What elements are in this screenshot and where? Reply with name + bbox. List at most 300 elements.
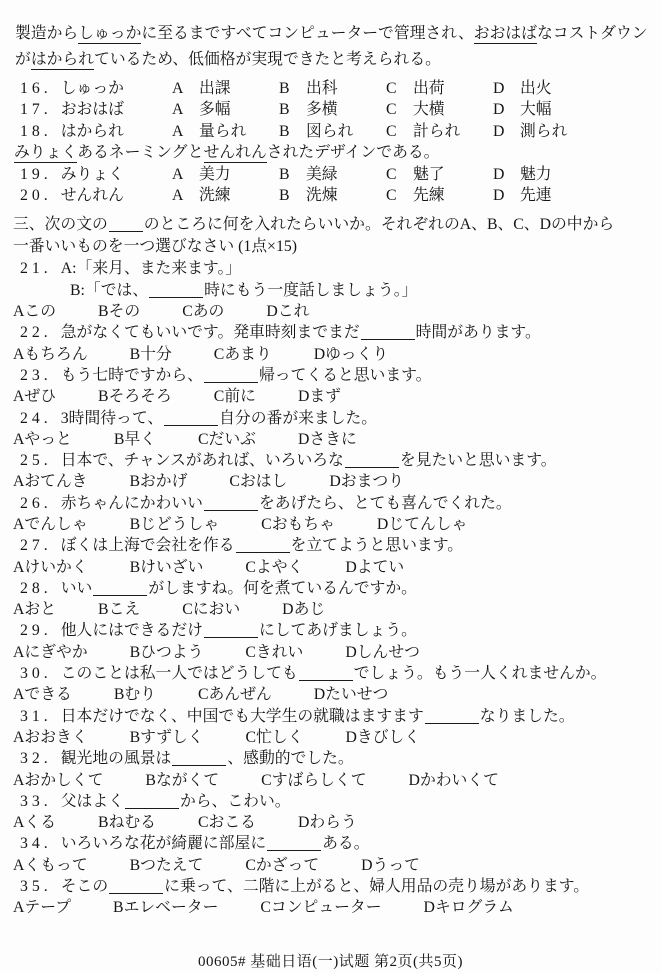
option-text: だいぶ xyxy=(208,430,256,448)
option-label: D xyxy=(493,101,505,119)
option-label: D xyxy=(423,899,435,917)
option-c xyxy=(214,344,272,365)
option-text: くる xyxy=(24,814,57,832)
option-text: こえ xyxy=(108,601,141,619)
option-text: でんしゃ xyxy=(24,516,88,533)
option-text: 多幅 xyxy=(199,101,231,119)
option-text: おてんき xyxy=(24,473,88,491)
option-text: よてい xyxy=(356,558,405,576)
kanji-question-row xyxy=(0,121,661,142)
question-number: 21. xyxy=(20,260,52,278)
passage-line xyxy=(0,47,661,73)
option-label: A xyxy=(172,165,184,183)
heading-line-1 xyxy=(0,214,661,236)
option-c xyxy=(245,855,319,876)
option-label: A xyxy=(13,856,25,874)
option-label: A xyxy=(172,101,184,119)
option-text: にぎやか xyxy=(24,643,88,661)
option-label: A xyxy=(13,558,25,576)
fill-blank xyxy=(172,751,226,766)
option-b xyxy=(129,471,187,492)
option-a xyxy=(13,684,72,705)
option-a xyxy=(13,429,72,450)
heading-text: 一番いいものを一つ選びなさい (1点×15) xyxy=(13,238,298,256)
question-stem xyxy=(0,663,661,684)
option-text: 十分 xyxy=(140,345,172,363)
option-label: B xyxy=(129,643,141,661)
option-d xyxy=(314,684,389,705)
stem-text: 時間があります。 xyxy=(415,324,541,342)
option-text: ひつよう xyxy=(140,643,204,661)
option-d xyxy=(266,301,309,322)
option-b xyxy=(113,897,218,918)
option-label: C xyxy=(245,643,256,661)
option-text: 前に xyxy=(224,388,256,406)
fill-blank xyxy=(236,538,290,553)
option-label: D xyxy=(282,601,294,619)
option-text: 図られ xyxy=(306,122,354,140)
fill-blank xyxy=(93,581,147,596)
question-options xyxy=(0,770,661,791)
option-text: 魅力 xyxy=(520,165,552,183)
option-text: ぜひ xyxy=(24,388,57,406)
option-label: C xyxy=(197,686,209,704)
stem-text: に乗って、二階に上がると、婦人用品の売り場があります。 xyxy=(164,878,590,896)
kanji-question-row xyxy=(0,185,661,206)
fill-blank xyxy=(109,879,163,894)
option-text: うって xyxy=(372,856,420,874)
question-options xyxy=(0,855,661,876)
option-label: B xyxy=(129,728,141,746)
option-text: あんぜん xyxy=(208,686,272,704)
stem-text: ぼくは上海で会社を作る xyxy=(60,537,235,555)
kanji-question-row xyxy=(0,164,661,185)
option-text: 早く xyxy=(124,430,156,448)
option-label: C xyxy=(197,814,209,832)
reading-word: おおはば xyxy=(60,101,124,119)
option-label: B xyxy=(113,430,125,448)
question-word xyxy=(20,164,172,185)
option-text: これ xyxy=(277,303,310,321)
option-text: すずしく xyxy=(140,728,204,746)
option-label: D xyxy=(329,473,341,491)
option-label: C xyxy=(386,122,397,140)
option-label: B xyxy=(98,303,109,321)
stem-text: でしょう。もう一人くれませんか。 xyxy=(353,665,607,683)
option-label: B xyxy=(129,856,141,874)
option-text: おおきく xyxy=(24,728,88,746)
option-label: B xyxy=(98,814,109,832)
option-c xyxy=(386,99,493,120)
option-a xyxy=(13,897,71,918)
option-text: きれい xyxy=(255,643,304,661)
option-text: あまり xyxy=(224,345,272,363)
question-stem xyxy=(0,408,661,429)
option-label: C xyxy=(229,473,240,491)
option-text: この xyxy=(24,303,57,321)
option-d xyxy=(424,897,514,918)
question-options xyxy=(0,727,661,748)
option-a xyxy=(13,471,87,492)
question-number: 31. xyxy=(20,707,52,725)
question-options xyxy=(0,557,661,578)
option-label: C xyxy=(213,345,225,363)
option-d xyxy=(361,855,420,876)
option-a xyxy=(172,99,279,120)
question-options xyxy=(0,429,661,450)
option-d xyxy=(329,471,404,492)
question-number: 25. xyxy=(20,452,52,470)
question-number: 18. xyxy=(20,122,52,140)
question-stem xyxy=(0,535,661,556)
option-d xyxy=(493,121,661,142)
option-text: かざって xyxy=(255,856,320,874)
option-text: もちろん xyxy=(24,345,88,363)
fill-blank xyxy=(267,836,321,851)
option-label: B xyxy=(129,345,141,363)
option-label: A xyxy=(172,122,184,140)
option-a xyxy=(13,770,103,791)
option-label: A xyxy=(13,728,25,746)
question-number: 29. xyxy=(20,622,52,640)
reading-word: みりょく xyxy=(60,165,124,183)
option-label: A xyxy=(13,771,25,789)
option-label: B xyxy=(145,771,156,789)
question-number: 23. xyxy=(20,366,52,384)
passage-text: されたデザインである。 xyxy=(266,144,440,162)
question-number: 28. xyxy=(20,579,52,597)
option-a xyxy=(172,78,279,99)
option-text: きびしく xyxy=(356,728,421,746)
question-number: 20. xyxy=(20,187,52,205)
option-label: D xyxy=(493,187,505,205)
option-b xyxy=(98,812,156,833)
stem-text: そこの xyxy=(60,878,109,896)
option-a xyxy=(172,121,279,142)
question-number: 16. xyxy=(20,80,52,97)
question-number: 34. xyxy=(20,835,52,853)
option-label: B xyxy=(129,558,141,576)
stem-text: を立てようと思います。 xyxy=(290,537,464,555)
option-label: B xyxy=(113,686,125,704)
question-word xyxy=(20,99,172,120)
kanji-question-block xyxy=(0,78,661,206)
option-label: C xyxy=(386,101,397,119)
option-a xyxy=(172,185,279,206)
heading-text: 三、次の文の xyxy=(13,216,108,234)
option-a xyxy=(13,599,56,620)
option-c xyxy=(245,642,303,663)
kanji-question-row xyxy=(0,99,661,120)
option-label: C xyxy=(182,303,193,321)
underlined-word: おおはば xyxy=(473,25,537,42)
passage-text: ているため、低価格が実現できたと考えられる。 xyxy=(94,51,441,68)
option-text: わらう xyxy=(309,814,357,832)
question-number: 22. xyxy=(20,324,52,342)
option-d xyxy=(345,557,404,578)
reading-word: はかられ xyxy=(60,122,124,140)
option-text: けいざい xyxy=(140,558,204,576)
option-label: B xyxy=(279,101,290,119)
option-c xyxy=(261,770,366,791)
option-c xyxy=(386,121,493,142)
option-text: コンピューター xyxy=(270,899,382,917)
option-c xyxy=(198,684,272,705)
option-label: D xyxy=(313,345,326,363)
fill-blank xyxy=(149,283,203,298)
option-text: 出火 xyxy=(520,80,552,97)
option-text: ゆっくり xyxy=(325,345,389,363)
option-b xyxy=(130,514,220,535)
option-b xyxy=(130,642,204,663)
fill-blank xyxy=(109,217,143,232)
stem-text: から、こわい。 xyxy=(179,792,291,810)
option-text: 大横 xyxy=(413,101,445,119)
stem-text: 急がなくてもいいです。発車時刻までまだ xyxy=(60,324,360,342)
option-a xyxy=(13,386,56,407)
question-options xyxy=(0,599,661,620)
option-text: やっと xyxy=(24,430,72,448)
stem-text: もう七時ですから、 xyxy=(60,366,203,384)
question-number: 17. xyxy=(20,101,52,119)
passage-text: あるネーミングと xyxy=(77,144,204,162)
question-number: 33. xyxy=(20,792,52,810)
option-c xyxy=(261,514,335,535)
stem-text: 自分の番が来ました。 xyxy=(219,409,378,427)
fill-blank xyxy=(204,623,258,638)
option-label: A xyxy=(13,345,25,363)
stem-text: 、感動的でした。 xyxy=(227,750,354,768)
question-number: 26. xyxy=(20,494,52,512)
option-d xyxy=(282,599,325,620)
option-d xyxy=(377,514,467,535)
option-d xyxy=(493,185,661,206)
option-text: おはし xyxy=(239,473,288,491)
option-text: おと xyxy=(24,601,57,619)
question-stem xyxy=(0,876,661,897)
stem-text: 父はよく xyxy=(60,792,124,810)
section-three-heading xyxy=(0,214,661,258)
stem-text: 他人にはできるだけ xyxy=(60,622,203,640)
option-text: おかしくて xyxy=(24,771,104,789)
option-b xyxy=(279,78,386,99)
option-text: しんせつ xyxy=(356,643,420,661)
option-text: 測られ xyxy=(520,122,568,140)
option-text: 多横 xyxy=(306,101,338,119)
option-b xyxy=(279,99,386,120)
option-label: A xyxy=(13,814,25,832)
option-c xyxy=(198,429,256,450)
option-a xyxy=(13,514,88,535)
option-text: 洗煉 xyxy=(306,187,338,205)
option-b xyxy=(279,121,386,142)
option-label: A xyxy=(13,899,25,917)
option-a xyxy=(13,642,88,663)
option-text: あじ xyxy=(293,601,326,619)
passage-text: なコストダウン xyxy=(536,25,648,42)
option-text: 計られ xyxy=(413,122,461,140)
question-word xyxy=(20,185,172,206)
stem-text: にしてあげましょう。 xyxy=(258,622,417,640)
option-label: C xyxy=(245,856,256,874)
option-label: C xyxy=(182,601,193,619)
stem-text: 3時間待って、 xyxy=(60,409,164,427)
option-label: B xyxy=(98,601,109,619)
option-text: 美力 xyxy=(199,165,231,183)
option-label: D xyxy=(493,165,505,183)
option-label: C xyxy=(261,771,272,789)
option-d xyxy=(493,78,661,99)
question-number: 35. xyxy=(20,878,52,896)
stem-text: 観光地の風景は xyxy=(60,750,172,768)
option-d xyxy=(298,429,357,450)
option-c xyxy=(182,599,240,620)
footer-text: 00605# 基础日语(一)试题 第2页(共5页) xyxy=(198,953,463,970)
option-c xyxy=(214,386,256,407)
option-text: 先練 xyxy=(413,187,445,205)
option-a xyxy=(13,344,88,365)
option-label: D xyxy=(345,558,357,576)
question-stem xyxy=(0,578,661,599)
option-text: おかげ xyxy=(140,473,188,491)
option-b xyxy=(98,301,140,322)
option-b xyxy=(279,185,386,206)
option-label: D xyxy=(297,430,310,448)
question-stem xyxy=(0,493,661,514)
option-b xyxy=(130,557,204,578)
option-b xyxy=(114,684,156,705)
option-label: B xyxy=(279,187,290,205)
option-a xyxy=(13,812,56,833)
option-label: D xyxy=(266,303,278,321)
option-text: テープ xyxy=(24,899,72,917)
underlined-word: はかられ xyxy=(30,51,95,68)
question-word xyxy=(20,78,172,99)
underlined-word: みりょく xyxy=(14,144,78,162)
fill-blank xyxy=(299,666,353,681)
option-text: おまつり xyxy=(340,473,404,491)
question-options xyxy=(0,471,661,492)
option-text: 出課 xyxy=(199,80,231,97)
option-label: A xyxy=(172,80,184,97)
option-label: C xyxy=(213,388,225,406)
stem-text: を見たいと思います。 xyxy=(399,452,557,470)
option-text: 出科 xyxy=(306,80,338,97)
option-text: つたえて xyxy=(140,856,204,874)
option-d xyxy=(345,727,420,748)
stem-text: いろいろな花が綺麗に部屋に xyxy=(60,835,267,853)
question-options xyxy=(0,642,661,663)
stem-text: 赤ちゃんにかわいい xyxy=(60,494,203,512)
option-text: じてんしゃ xyxy=(388,516,468,533)
underlined-word: せんれん xyxy=(203,144,267,162)
underlined-word: しゅっか xyxy=(78,25,142,42)
option-label: C xyxy=(386,80,397,97)
option-label: A xyxy=(13,473,25,491)
question-options xyxy=(0,897,661,918)
question-number: 30. xyxy=(20,665,52,683)
heading-line-2 xyxy=(0,236,661,258)
option-text: よやく xyxy=(255,558,304,576)
option-text: 洗練 xyxy=(199,187,231,205)
question-options xyxy=(0,386,661,407)
option-b xyxy=(98,599,140,620)
question-number: 27. xyxy=(20,537,52,555)
option-text: できる xyxy=(24,686,72,704)
option-c xyxy=(182,301,224,322)
option-label: C xyxy=(245,728,257,746)
option-d xyxy=(298,386,341,407)
option-d xyxy=(314,344,388,365)
passage-text: に至るまですべてコンピューターで管理され、 xyxy=(141,25,474,42)
option-text: くもって xyxy=(24,856,88,874)
option-text: 出荷 xyxy=(413,80,445,97)
question-options xyxy=(0,812,661,833)
question-stem xyxy=(0,748,661,769)
option-b xyxy=(130,344,172,365)
stem-text: いい xyxy=(60,579,93,597)
option-label: C xyxy=(197,430,209,448)
option-c xyxy=(246,727,304,748)
fill-blank xyxy=(361,325,415,340)
fill-in-question-list xyxy=(0,258,661,918)
option-text: さきに xyxy=(309,430,357,448)
option-text: 美緑 xyxy=(306,165,338,183)
stem-text: がしますね。何を煮ているんですか。 xyxy=(148,579,417,597)
question-options xyxy=(0,684,661,705)
reading-word: しゅっか xyxy=(60,80,124,97)
kanji-question-row xyxy=(0,78,661,99)
option-label: D xyxy=(376,516,389,533)
option-b xyxy=(114,429,156,450)
option-a xyxy=(13,557,88,578)
option-a xyxy=(13,727,88,748)
option-text: 大幅 xyxy=(520,101,552,119)
option-label: B xyxy=(98,388,109,406)
option-text: ながくて xyxy=(155,771,220,789)
stem-text: B:「では、 xyxy=(70,281,149,299)
option-label: D xyxy=(493,122,505,140)
option-text: その xyxy=(108,303,141,321)
question-number: 19. xyxy=(20,165,52,183)
option-c xyxy=(245,557,303,578)
stem-text: 時にもう一度話しましょう。」 xyxy=(204,281,418,299)
reading-word: せんれん xyxy=(60,187,124,205)
option-label: B xyxy=(279,165,290,183)
option-text: そろそろ xyxy=(108,388,172,406)
option-b xyxy=(130,727,204,748)
fill-blank xyxy=(204,368,258,383)
stem-text: 日本で、チャンスがあれば、いろいろな xyxy=(60,452,344,470)
option-label: D xyxy=(345,643,357,661)
option-text: ねむる xyxy=(108,814,156,832)
option-label: B xyxy=(129,516,141,533)
option-text: けいかく xyxy=(24,558,88,576)
stem-text: 日本だけでなく、中国でも大学生の就職はますます xyxy=(60,707,424,725)
option-label: A xyxy=(172,187,184,205)
option-label: A xyxy=(13,601,25,619)
question-stem xyxy=(0,791,661,812)
option-label: A xyxy=(13,643,25,661)
option-text: 魅了 xyxy=(413,165,445,183)
question-21-stem-line-2 xyxy=(0,280,661,301)
option-label: D xyxy=(408,771,420,789)
option-label: D xyxy=(345,728,357,746)
heading-text: のところに何を入れたらいいか。それぞれのA、B、C、Dの中から xyxy=(143,216,615,234)
option-label: D xyxy=(313,686,326,704)
option-label: C xyxy=(261,516,272,533)
stem-text: このことは私一人ではどうしても xyxy=(60,665,298,683)
